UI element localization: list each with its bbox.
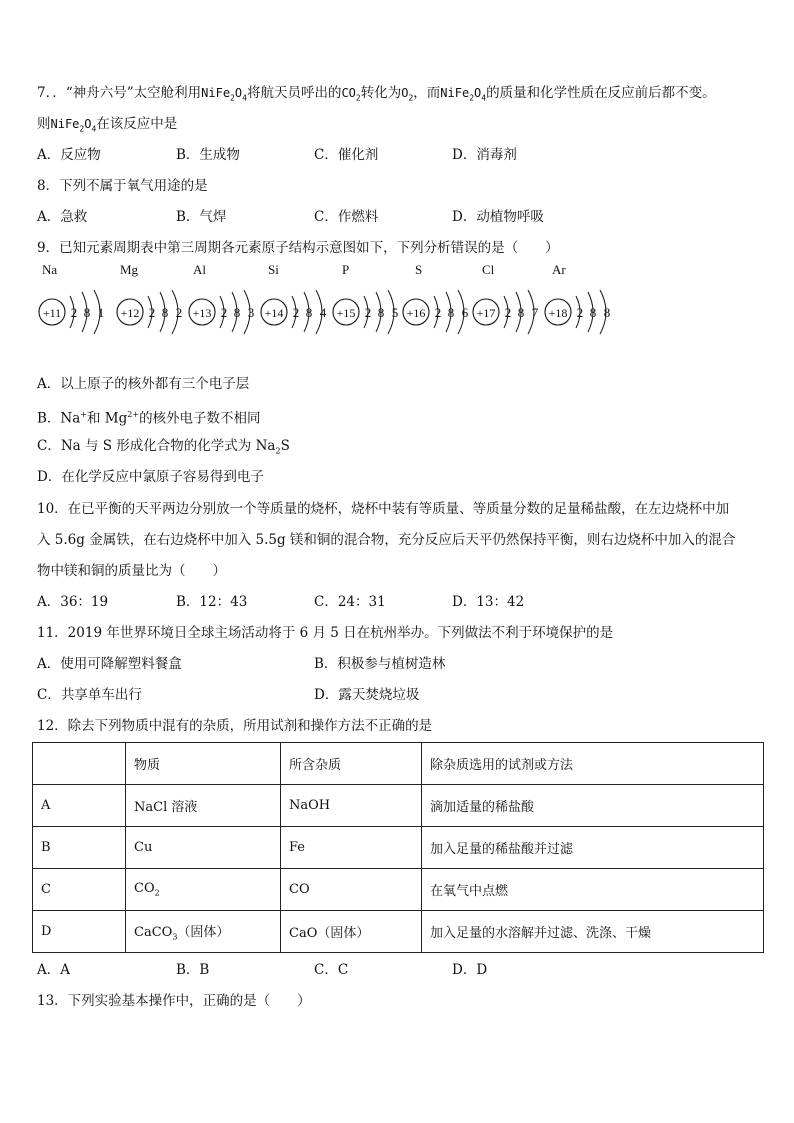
- atom-symbol-cl: Cl: [482, 262, 495, 277]
- q12-option-a[interactable]: A．A: [37, 962, 70, 978]
- table-header-cell: 所含杂质: [281, 743, 422, 785]
- nucleus-ar: +18: [548, 306, 568, 320]
- row-impurity: Fe: [281, 827, 422, 869]
- q10-option-a[interactable]: A．36：19: [37, 594, 109, 610]
- shell-na-3: 1: [97, 305, 105, 320]
- shell-al-1: 2: [220, 305, 228, 320]
- q8-stem: 8．下列不属于氧气用途的是: [37, 178, 208, 194]
- q11-option-d[interactable]: D．露天焚烧垃圾: [314, 687, 420, 703]
- atom-si: [261, 290, 327, 334]
- q11-option-b[interactable]: B．积极参与植树造林: [314, 656, 446, 672]
- atom-na: [39, 290, 104, 334]
- q7-option-d[interactable]: D．消毒剂: [452, 147, 517, 163]
- atom-symbol-al: Al: [193, 262, 206, 277]
- q7-text: ，而: [413, 85, 441, 101]
- table-row: [33, 827, 764, 869]
- shell-p-1: 2: [364, 305, 372, 320]
- shell-ar-2: 8: [589, 305, 597, 320]
- shell-si-2: 8: [305, 305, 313, 320]
- q10-stem-line3: 物中镁和铜的质量比为（ ）: [37, 563, 226, 579]
- q10-option-d[interactable]: D．13：42: [452, 594, 525, 610]
- nucleus-al: +13: [192, 306, 212, 320]
- q7-text: 在该反应中是: [96, 116, 178, 132]
- q12-option-b[interactable]: B．B: [176, 962, 210, 978]
- table-header-cell: 除杂质选用的试剂或方法: [422, 743, 764, 785]
- row-method: 在氧气中点燃: [422, 869, 764, 911]
- atom-symbol-p: P: [342, 262, 350, 277]
- q9-option-b[interactable]: B．Na+和 $Mg^{2+}$的核外电子数不相同: [37, 410, 261, 427]
- shell-s-3: 6: [461, 305, 469, 320]
- shell-mg-1: 2: [148, 305, 156, 320]
- atom-p: [333, 290, 398, 334]
- shell-ar-3: 8: [603, 305, 611, 320]
- q9-option-c[interactable]: C．Na 与 S 形成化合物的化学式为 $Na_2S$: [37, 438, 290, 456]
- nucleus-cl: +17: [476, 306, 496, 320]
- shell-mg-3: 2: [175, 305, 183, 320]
- q10-stem-line2: 入 5.6g 金属铁，在右边烧杯中加入 5.5g 镁和铜的混合物，充分反应后天平仍然保持平衡，则右边烧杯中加入的混合: [37, 532, 736, 548]
- q7-text: 转化为: [360, 85, 402, 101]
- formula-o2: $O_2$: [401, 86, 414, 103]
- row-substance: $CO_2$: [126, 869, 281, 911]
- q7-text: 7．．“神舟六号”太空舱利用: [37, 85, 202, 101]
- row-label: D: [33, 911, 126, 953]
- shell-al-3: 3: [247, 305, 255, 320]
- q9-stem: 9．已知元素周期表中第三周期各元素原子结构示意图如下，下列分析错误的是（ ）: [37, 240, 559, 256]
- q9-option-a[interactable]: A．以上原子的核外都有三个电子层: [37, 376, 250, 392]
- atom-symbol-na: Na: [42, 262, 58, 277]
- atom-mg: [117, 290, 182, 334]
- atom-s: [403, 290, 469, 334]
- shell-mg-2: 8: [161, 305, 169, 320]
- q7-option-b[interactable]: B．生成物: [176, 147, 240, 163]
- formula-nife2o4: $NiFe_2O_4$: [440, 86, 487, 103]
- row-substance: CaCO$_3$（固体）: [126, 911, 281, 953]
- table-header-cell: [33, 743, 126, 785]
- q10-option-c[interactable]: C．24：31: [314, 594, 386, 610]
- atom-diagram-svg: [30, 284, 630, 340]
- table-row: [33, 785, 764, 827]
- q10-stem-line1: 10．在已平衡的天平两边分别放一个等质量的烧杯，烧杯中装有等质量、等质量分数的足量稀盐酸，在左边烧杯中加: [37, 501, 730, 517]
- row-label: A: [33, 785, 126, 827]
- shell-na-2: 8: [83, 305, 91, 320]
- q8-option-c[interactable]: C．作燃料: [314, 209, 379, 225]
- table-row: [33, 869, 764, 911]
- nucleus-mg: +12: [120, 306, 140, 320]
- row-method: 滴加适量的稀盐酸: [422, 785, 764, 827]
- shell-cl-2: 8: [517, 305, 525, 320]
- row-impurity: CO: [281, 869, 422, 911]
- atom-symbol-si: Si: [268, 262, 279, 277]
- shell-s-2: 8: [447, 305, 455, 320]
- atom-symbol-ar: Ar: [552, 262, 566, 277]
- q11-stem: 11．2019 年世界环境日全球主场活动将于 6 月 5 日在杭州举办。下列做法不利于环境保护的是: [37, 625, 614, 641]
- atomic-structure-diagrams: [30, 262, 630, 342]
- impurity-table: [32, 742, 764, 953]
- q12-option-c[interactable]: C．C: [314, 962, 349, 978]
- q12-stem: 12．除去下列物质中混有的杂质，所用试剂和操作方法不正确的是: [37, 718, 433, 734]
- shell-al-2: 8: [233, 305, 241, 320]
- q7-option-c[interactable]: C．催化剂: [314, 147, 379, 163]
- table-row: [33, 911, 764, 953]
- q7-stem-line1: [37, 84, 716, 107]
- nucleus-s: +16: [406, 306, 426, 320]
- q11-option-c[interactable]: C．共享单车出行: [37, 687, 142, 703]
- row-substance: NaCl 溶液: [126, 785, 281, 827]
- q8-option-b[interactable]: B．气焊: [176, 209, 227, 225]
- nucleus-na: +11: [42, 306, 62, 320]
- nucleus-si: +14: [264, 306, 284, 320]
- q8-option-d[interactable]: D．动植物呼吸: [452, 209, 544, 225]
- atom-symbol-mg: Mg: [120, 262, 139, 277]
- q13-stem: 13．下列实验基本操作中，正确的是（ ）: [37, 993, 311, 1009]
- q11-option-a[interactable]: A．使用可降解塑料餐盒: [37, 656, 182, 672]
- row-impurity: NaOH: [281, 785, 422, 827]
- row-label: B: [33, 827, 126, 869]
- q9-option-d[interactable]: D．在化学反应中氯原子容易得到电子: [37, 469, 264, 485]
- shell-cl-3: 7: [531, 305, 539, 320]
- q7-text: 的质量和化学性质在反应前后都不变。: [486, 85, 716, 101]
- q8-option-a[interactable]: A．急救: [37, 209, 88, 225]
- shell-p-3: 5: [391, 305, 399, 320]
- q10-option-b[interactable]: B．12：43: [176, 594, 248, 610]
- shell-ar-1: 2: [576, 305, 584, 320]
- atom-symbol-s: S: [415, 262, 423, 277]
- shell-p-2: 8: [377, 305, 385, 320]
- shell-na-1: 2: [70, 305, 78, 320]
- row-impurity: CaO（固体）: [281, 911, 422, 953]
- nucleus-p: +15: [336, 306, 356, 320]
- q7-text: 则: [37, 116, 51, 132]
- formula-nife2o4: $NiFe_2O_4$: [50, 117, 97, 134]
- shell-s-1: 2: [434, 305, 442, 320]
- q7-text: 将航天员呼出的: [246, 85, 342, 101]
- row-label: C: [33, 869, 126, 911]
- atom-ar: [545, 290, 610, 334]
- table-header-cell: 物质: [126, 743, 281, 785]
- q7-stem-line2: [37, 115, 177, 138]
- shell-cl-1: 2: [504, 305, 512, 320]
- row-method: 加入足量的稀盐酸并过滤: [422, 827, 764, 869]
- atom-cl: [473, 290, 539, 334]
- formula-nife2o4: $NiFe_2O_4$: [201, 86, 247, 103]
- shell-si-1: 2: [292, 305, 300, 320]
- shell-si-3: 4: [319, 305, 327, 320]
- row-substance: Cu: [126, 827, 281, 869]
- q7-option-a[interactable]: A．反应物: [37, 147, 101, 163]
- formula-co2: $CO_2$: [341, 86, 361, 103]
- table-header-row: [33, 743, 764, 785]
- atom-al: [189, 290, 254, 334]
- q12-option-d[interactable]: D．D: [452, 962, 488, 978]
- row-method: 加入足量的水溶解并过滤、洗涤、干燥: [422, 911, 764, 953]
